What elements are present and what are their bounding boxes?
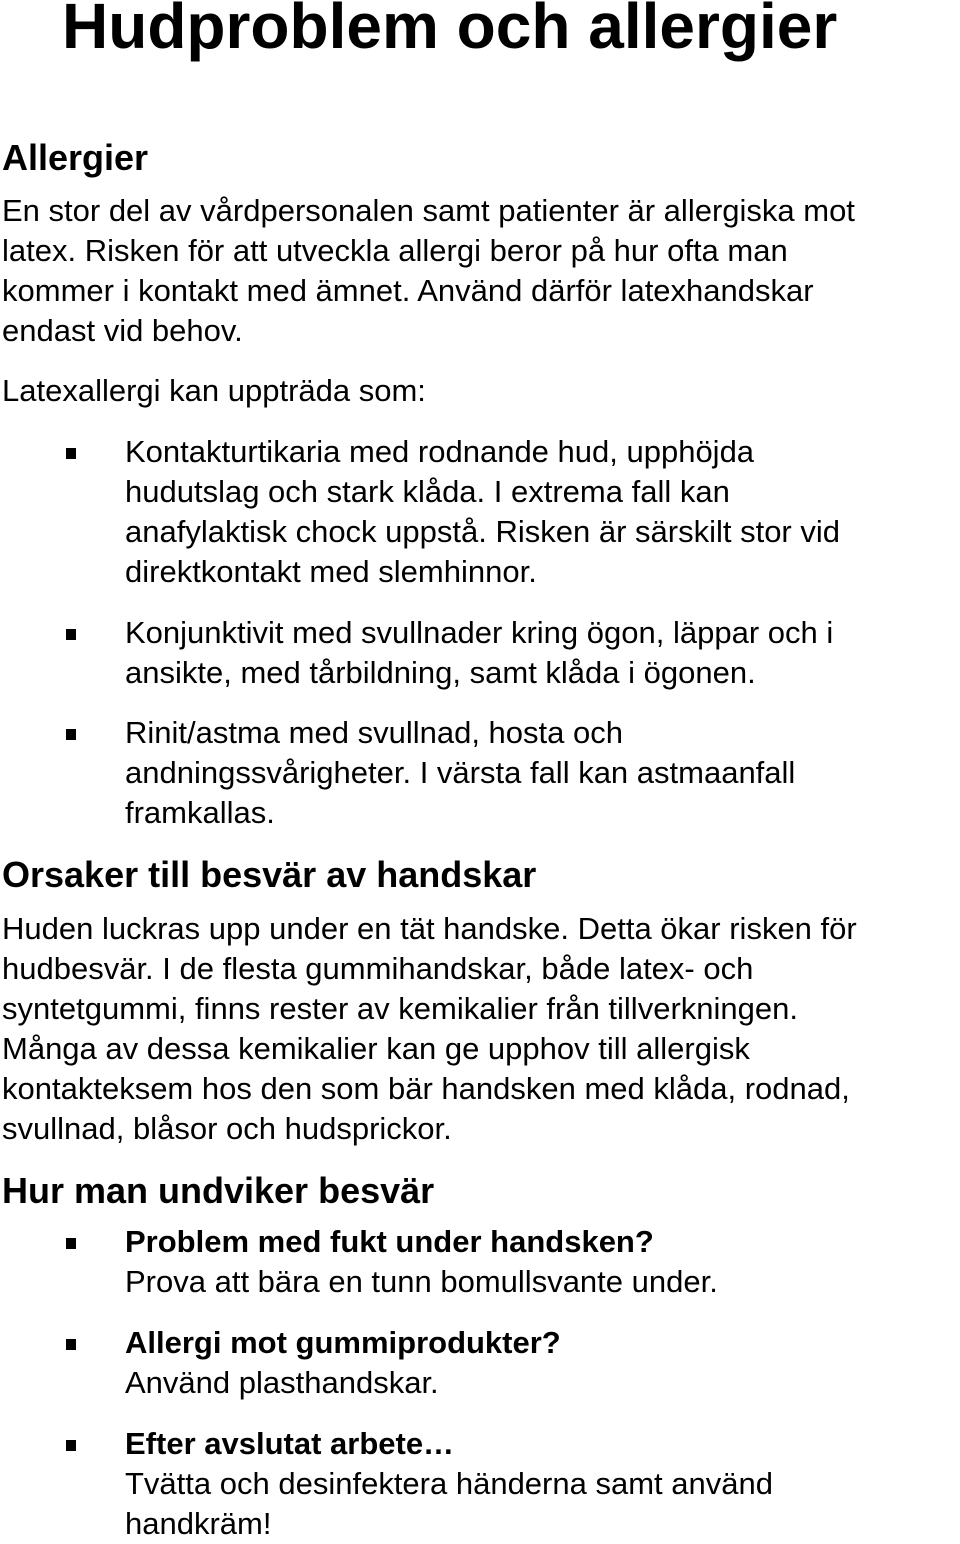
bullet-square-icon — [66, 729, 76, 740]
list-item-answer: Tvätta och desinfektera händerna samt använd — [125, 1466, 773, 1501]
text-line: syntetgummi, finns rester av kemikalier från tillverkningen. — [2, 991, 798, 1026]
text-line: svullnad, blåsor och hudsprickor. — [2, 1111, 452, 1146]
text-line: hudbesvär. I de flesta gummihandskar, både latex- och — [2, 951, 754, 986]
list-item-kontakturtikaria — [125, 432, 840, 592]
text-line: direktkontakt med slemhinnor. — [125, 554, 537, 589]
bullet-square-icon — [66, 1339, 76, 1350]
list-item-rinit — [125, 713, 795, 833]
heading-allergier: Allergier — [2, 137, 149, 178]
list-item-gummiallergi — [125, 1323, 561, 1403]
list-item-question: Efter avslutat arbete… — [125, 1426, 455, 1461]
text-line: framkallas. — [125, 795, 275, 830]
list-item-answer: handkräm! — [125, 1506, 272, 1541]
list-item-fukt — [125, 1222, 718, 1302]
text-line: andningssvårigheter. I värsta fall kan astmaanfall — [125, 755, 796, 790]
text-line: Konjunktivit med svullnader kring ögon, läppar och i — [125, 615, 834, 650]
text-line: ansikte, med tårbildning, samt klåda i ögonen. — [125, 655, 756, 690]
bullet-square-icon — [66, 1440, 76, 1451]
text-line: latex. Risken för att utveckla allergi beror på hur ofta man — [2, 233, 788, 268]
text-line: endast vid behov. — [2, 313, 243, 348]
paragraph-orsaker — [2, 909, 857, 1149]
paragraph-allergier-intro — [2, 191, 855, 351]
text-line: Rinit/astma med svullnad, hosta och — [125, 715, 623, 750]
list-item-efter-arbete — [125, 1424, 773, 1544]
paragraph-list-intro: Latexallergi kan uppträda som: — [2, 373, 426, 408]
list-item-question: Problem med fukt under handsken? — [125, 1224, 654, 1259]
text-line: kontakteksem hos den som bär handsken med klåda, rodnad, — [2, 1071, 850, 1106]
text-line: Kontakturtikaria med rodnande hud, upphöjda — [125, 434, 755, 469]
heading-orsaker: Orsaker till besvär av handskar — [2, 854, 537, 895]
text-line: anafylaktisk chock uppstå. Risken är särskilt stor vid — [125, 514, 840, 549]
bullet-square-icon — [66, 448, 76, 459]
text-line: En stor del av vårdpersonalen samt patienter är allergiska mot — [2, 193, 855, 228]
list-item-answer: Prova att bära en tunn bomullsvante under. — [125, 1264, 718, 1299]
text-line: Många av dessa kemikalier kan ge upphov till allergisk — [2, 1031, 750, 1066]
page-title: Hudproblem och allergier — [62, 0, 838, 62]
list-item-answer: Använd plasthandskar. — [125, 1365, 439, 1400]
heading-undvika: Hur man undviker besvär — [2, 1170, 435, 1211]
list-item-konjunktivit — [125, 613, 833, 693]
text-line: kommer i kontakt med ämnet. Använd därför latexhandskar — [2, 273, 814, 308]
bullet-square-icon — [66, 629, 76, 640]
text-line: Huden luckras upp under en tät handske. Detta ökar risken för — [2, 911, 857, 946]
bullet-square-icon — [66, 1238, 76, 1249]
text-line: hudutslag och stark klåda. I extrema fall kan — [125, 474, 730, 509]
list-item-question: Allergi mot gummiprodukter? — [125, 1325, 561, 1360]
